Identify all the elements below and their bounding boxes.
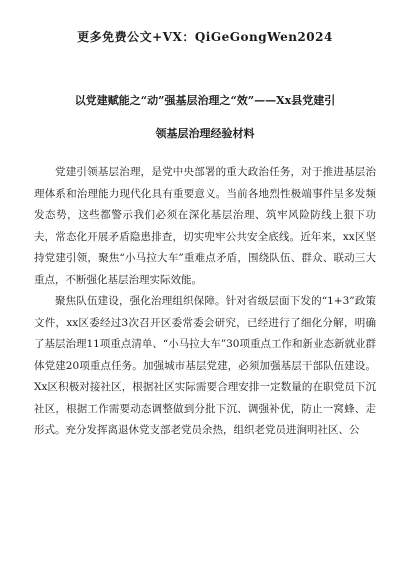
body-paragraph-2: 聚焦队伍建设，强化治理组织保障。针对省级层面下发的“1+3”政策文件，xx区委经过3次召开区委常委会研究，已经进行了细化分解，明确了基层治理11项重点清单、“小马拉大车”30项重点工作和新业态新就业群体党建20项重点任务。加强城市基层党建，必须加强基层干部队伍建设。Xx区积极对接社区，根据社区实际需要合理安排一定数量的在职党员下沉社区，根据工作需要动态调整做到分批下沉、调强补优，防止一窝蜂、走形式。充分发挥离退休党支部老党员余热，组织老党员进涧明社区、公 xyxy=(34,295,376,436)
document-title-line-1: 以党建赋能之“动”强基层治理之“效”——Xx县党建引 xyxy=(74,94,336,107)
body-paragraph-1: 党建引领基层治理，是党中央部署的重大政治任务，对于推进基层治理体系和治理能力现代化具有重要意义。当前各地烈性极端事件呈多发频发态势，这些都警示我们必须在深化基层治理、筑牢风险防线上狠下功夫，常态化开展矛盾隐患排查，切实兜牢公共安全底线。近年来，xx区坚持党建引领，聚焦“小马拉大车”重难点矛盾，围绕队伍、群众、联动三大重点，不断强化基层治理实际效能。 xyxy=(34,166,376,286)
document-title-line-2: 领基层治理经验材料 xyxy=(155,127,255,140)
document-body xyxy=(34,162,376,442)
watermark-header: 更多免费公文+VX：QiGeGongWen2024 xyxy=(77,30,333,44)
